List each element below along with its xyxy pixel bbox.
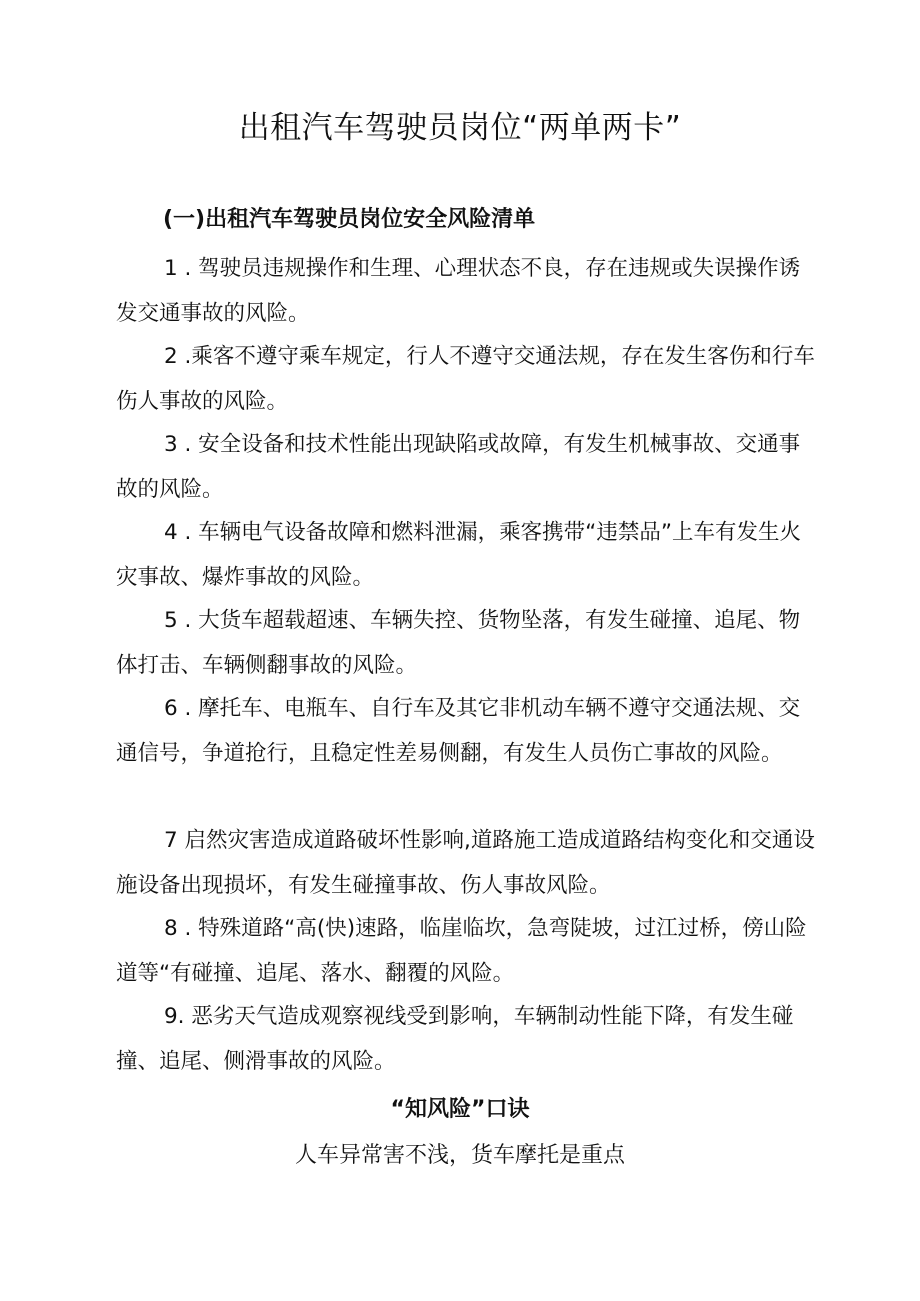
mnemonic-title: “知风险”口诀 bbox=[390, 1097, 530, 1122]
risk-item-9: 9. 恶劣天气造成观察视线受到影响，车辆制动性能下降，有发生碰撞、追尾、侧滑事故的风险。 bbox=[116, 1004, 794, 1074]
risk-item-1: 1 . 驾驶员违规操作和生理、心理状态不良，存在违规或失误操作诱发交通事故的风险。 bbox=[116, 256, 801, 326]
risk-item-3: 3 . 安全设备和技术性能出现缺陷或故障，有发生机械事故、交通事故的风险。 bbox=[116, 432, 801, 502]
risk-item-2: 2 .乘客不遵守乘车规定，行人不遵守交通法规，存在发生客伤和行车伤人事故的风险。 bbox=[116, 344, 815, 414]
section-heading: (一)出租汽车驾驶员岗位安全风险清单 bbox=[163, 207, 536, 232]
risk-item-4: 4 . 车辆电气设备故障和燃料泄漏，乘客携带“违禁品”上车有发生火灾事故、爆炸事故的风险。 bbox=[116, 520, 801, 590]
risk-item-5: 5 . 大货车超载超速、车辆失控、货物坠落，有发生碰撞、追尾、物体打击、车辆侧翻事故的风险。 bbox=[116, 608, 801, 678]
mnemonic-line: 人车异常害不浅，货车摩托是重点 bbox=[294, 1143, 625, 1168]
document-title: 出租汽车驾驶员岗位“两单两卡” bbox=[238, 110, 682, 146]
risk-item-8: 8 . 特殊道路“高(快)速路，临崖临坎，急弯陡坡，过江过桥，傍山险道等“有碰撞、追尾、落水、翻覆的风险。 bbox=[116, 916, 807, 986]
risk-item-6: 6 . 摩托车、电瓶车、自行车及其它非机动车辆不遵守交通法规、交通信号，争道抢行，且稳定性差易侧翻，有发生人员伤亡事故的风险。 bbox=[116, 696, 801, 766]
risk-item-7: 7 启然灾害造成道路破坏性影响,道路施工造成道路结构变化和交通设施设备出现损坏，有发生碰撞事故、伤人事故风险。 bbox=[116, 828, 815, 898]
